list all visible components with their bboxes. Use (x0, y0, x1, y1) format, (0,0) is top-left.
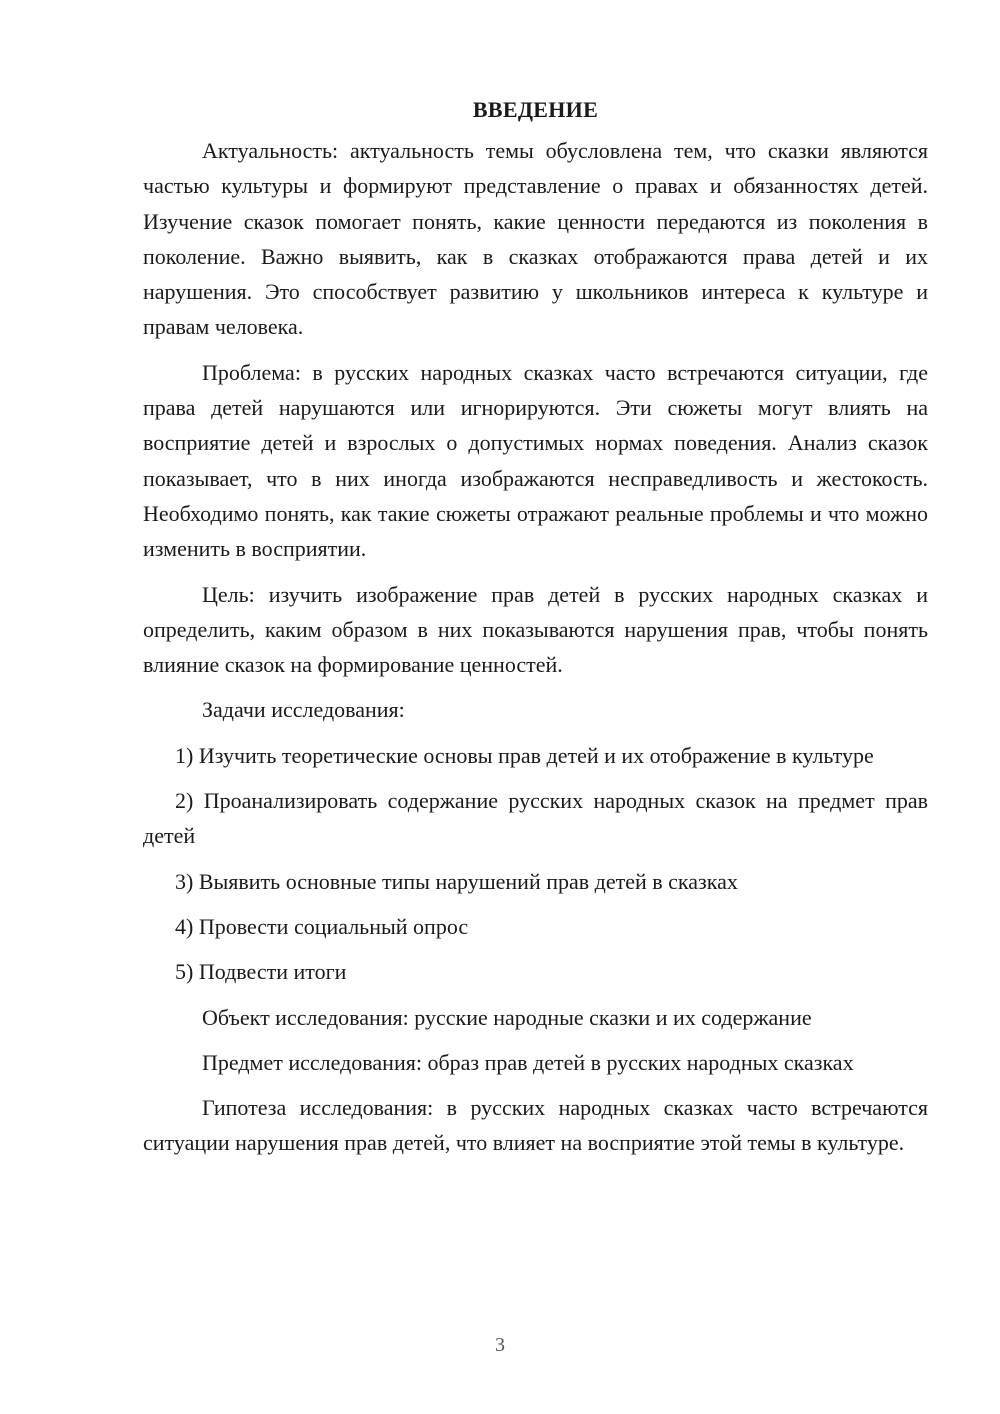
list-item: 4) Провести социальный опрос (175, 913, 469, 939)
paragraph-hypothesis: Гипотеза исследования: в русских народных сказках часто встречаются ситуации нарушения прав детей, что влияет на восприятие этой темы в культуре. (143, 1095, 928, 1156)
paragraph-subject: Предмет исследования: образ прав детей в русских народных сказках (202, 1049, 854, 1075)
tasks-heading: Задачи исследования: (202, 697, 405, 723)
paragraph-goal: Цель: изучить изображение прав детей в русских народных сказках и определить, каким образом в них показываются нарушения прав, чтобы понять влияние сказок на формирование ценностей. (143, 581, 928, 678)
list-item: 3) Выявить основные типы нарушений прав детей в сказках (175, 868, 738, 894)
tasks-list (143, 738, 928, 990)
paragraph-problem: Проблема: в русских народных сказках часто встречаются ситуации, где права детей нарушаются или игнорируются. Эти сюжеты могут влиять на восприятие детей и взрослых о допустимых нормах поведения. Анализ сказок показывает, что в них иногда изображаются несправедливость и жестокость. Необходимо понять, как такие сюжеты отражают реальные проблемы и что можно изменить в восприятии. (143, 359, 928, 562)
list-item: 5) Подвести итоги (175, 959, 347, 985)
paragraph-object: Объект исследования: русские народные сказки и их содержание (202, 1004, 812, 1030)
page-number: 3 (495, 1334, 505, 1356)
list-item: 2) Проанализировать содержание русских народных сказок на предмет прав детей (143, 788, 928, 849)
list-item: 1) Изучить теоретические основы прав детей и их отображение в культуре (175, 742, 874, 768)
paragraph-relevance: Актуальность: актуальность темы обусловлена тем, что сказки являются частью культуры и формируют представление о правах и обязанностях детей. Изучение сказок помогает понять, какие ценности передаются из поколения в поколение. Важно выявить, как в сказках отображаются права детей и их нарушения. Это способствует развитию у школьников интереса к культуре и правам человека. (143, 138, 928, 340)
page-title: ВВЕДЕНИЕ (472, 97, 599, 122)
document-page (143, 92, 928, 1171)
